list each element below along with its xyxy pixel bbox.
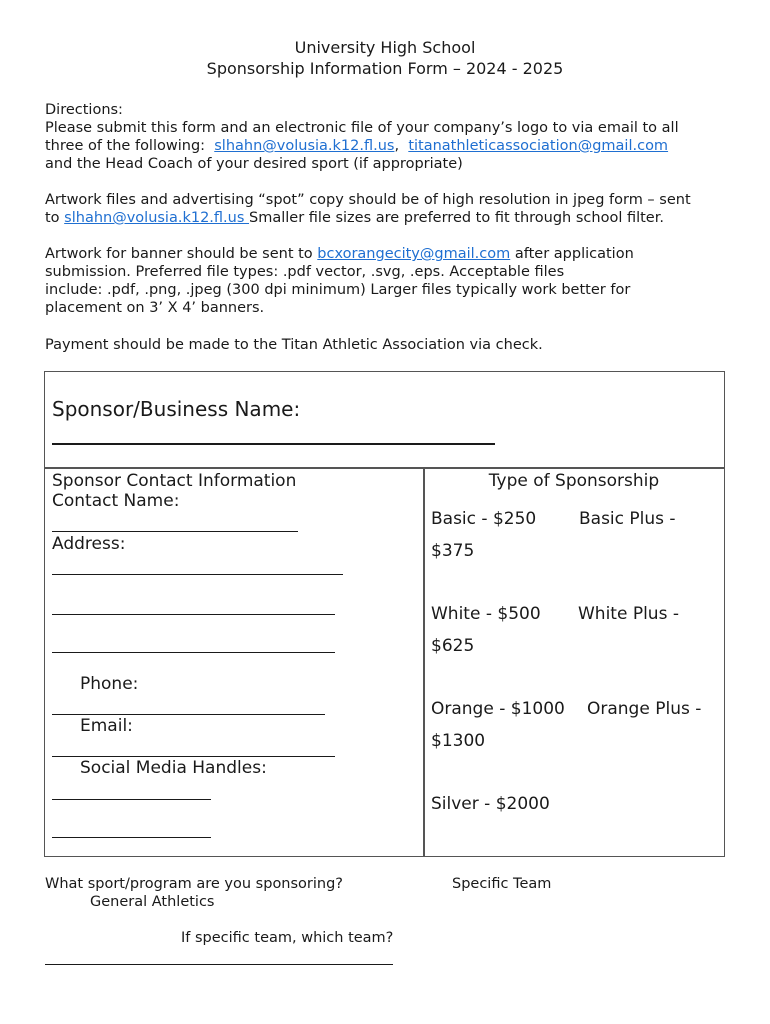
specific-team-option[interactable]: Specific Team: [452, 876, 552, 892]
sponsor-name-field[interactable]: [52, 443, 495, 445]
table-row-divider: [44, 467, 725, 469]
email-link-bcx[interactable]: bcxorangecity@gmail.com: [317, 246, 511, 262]
directions-p2-line2: [45, 209, 664, 227]
social-media-field-1[interactable]: [52, 799, 211, 800]
phone-field[interactable]: [52, 714, 325, 715]
option-white-plus-price: $625: [431, 636, 475, 656]
sponsor-name-label: Sponsor/Business Name:: [52, 397, 301, 421]
address-field-line1[interactable]: [52, 574, 343, 575]
directions-p1-line2: [45, 137, 668, 155]
form-title: Sponsorship Information Form – 2024 - 2025: [206, 59, 564, 78]
email-separator: ,: [394, 138, 409, 154]
directions-p1-prefix: three of the following:: [45, 138, 215, 154]
contact-heading: Sponsor Contact Information: [52, 471, 297, 491]
school-title: University High School: [294, 38, 476, 57]
directions-p3-line4: placement on 3’ X 4’ banners.: [45, 300, 265, 316]
which-team-field[interactable]: [45, 964, 393, 965]
email-link-slhahn-2[interactable]: slhahn@volusia.k12.fl.us: [64, 210, 250, 226]
directions-p1-line3: and the Head Coach of your desired sport (if appropriate): [45, 156, 463, 172]
address-label: Address:: [52, 534, 126, 554]
directions-p2-line1: Artwork files and advertising “spot” copy should be of high resolution in jpeg form – sent: [45, 192, 691, 208]
general-athletics-option[interactable]: General Athletics: [90, 894, 215, 910]
directions-heading: Directions:: [45, 102, 123, 118]
address-field-line2[interactable]: [52, 614, 335, 615]
option-white[interactable]: White - $500: [431, 604, 541, 624]
directions-p3-line1: [45, 245, 634, 263]
directions-p2-prefix: to: [45, 210, 65, 226]
address-field-line3[interactable]: [52, 652, 335, 653]
contact-name-label: Contact Name:: [52, 491, 180, 511]
option-orange-plus-price: $1300: [431, 731, 486, 751]
which-team-label: If specific team, which team?: [181, 930, 394, 946]
contact-name-field[interactable]: [52, 531, 298, 532]
directions-p3-line3: include: .pdf, .png, .jpeg (300 dpi minimum) Larger files typically work better for: [45, 282, 631, 298]
sport-question: What sport/program are you sponsoring?: [45, 876, 344, 892]
directions-payment: Payment should be made to the Titan Athletic Association via check.: [45, 337, 543, 353]
option-silver[interactable]: Silver - $2000: [431, 794, 550, 814]
email-field[interactable]: [52, 756, 335, 757]
sponsorship-type-heading: Type of Sponsorship: [488, 471, 660, 491]
directions-p2-suffix: Smaller file sizes are preferred to fit through school filter.: [249, 210, 664, 226]
email-link-slhahn[interactable]: slhahn@volusia.k12.fl.us: [214, 138, 395, 154]
social-media-label: Social Media Handles:: [80, 758, 267, 778]
phone-label: Phone:: [80, 674, 139, 694]
option-basic[interactable]: Basic - $250: [431, 509, 537, 529]
option-orange-plus[interactable]: Orange Plus -: [587, 699, 702, 719]
social-media-field-2[interactable]: [52, 837, 211, 838]
email-link-titan[interactable]: titanathleticassociation@gmail.com: [408, 138, 669, 154]
option-white-plus[interactable]: White Plus -: [578, 604, 679, 624]
table-column-divider: [423, 467, 425, 857]
option-basic-plus[interactable]: Basic Plus -: [579, 509, 676, 529]
directions-p1-line1: Please submit this form and an electronic file of your company’s logo to via email to all: [45, 120, 679, 136]
directions-p3-prefix: Artwork for banner should be sent to: [45, 246, 318, 262]
option-basic-plus-price: $375: [431, 541, 475, 561]
directions-p3-suffix: after application: [510, 246, 634, 262]
directions-p3-line2: submission. Preferred file types: .pdf vector, .svg, .eps. Acceptable files: [45, 264, 565, 280]
option-orange[interactable]: Orange - $1000: [431, 699, 565, 719]
email-label: Email:: [80, 716, 133, 736]
